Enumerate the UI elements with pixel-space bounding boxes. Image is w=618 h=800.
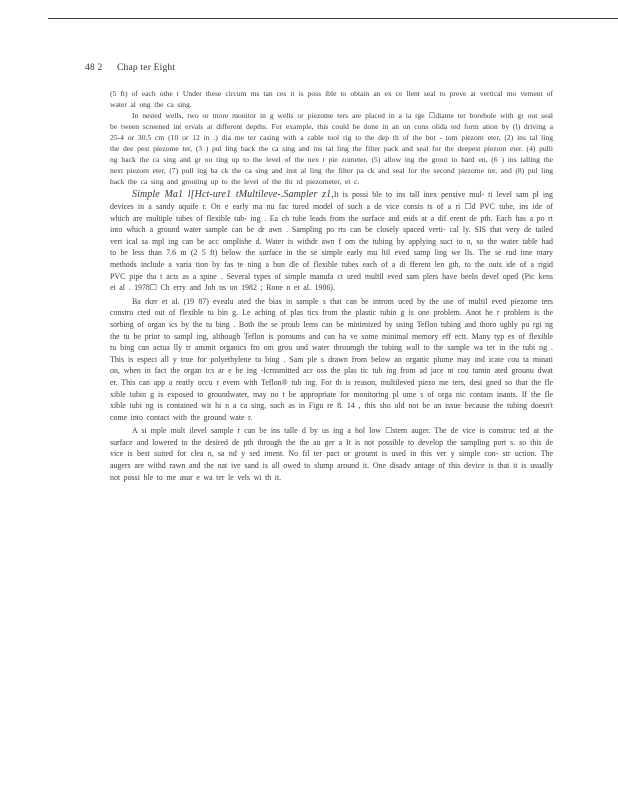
paragraph-multilevel-sampler	[110, 189, 553, 293]
chapter-title: Chap ter Eight	[117, 63, 176, 73]
paragraph-auger-sampler: A si mple mult ilevel sample r can be ins talle d by us ing a hol low ☐stem auger. The de vice is construc ted at the surface and lowered to the desired de pth through the the au ger a It is not possible to develop the sampling port s. so this de vice is best suited for clea n, sa nd y sed iment. No fil ter pact or groumt is used in this ver y simple con- str uction. The augers are withd rawn and the nat ive sand is all owed to slump around it. One disadv antage of this device is that it is usually not possi ble to me asur e wa ter le vels wi th it.	[110, 426, 553, 482]
running-header	[85, 63, 175, 73]
paragraph-continuation: (5 ft) of each othe t Under these circum ms tan ces it is poss ible to obtain an ex ce llent seal to preve at vertical mo vement of water al ong the ca sing.	[110, 89, 553, 110]
body-text	[110, 88, 553, 483]
paragraph-multilevel-sampler-text: It is possi ble to ins tall inex pensive mul- ti level sam pl ing devices in a sandy aquife r. On e early ma nu fac tured model of such a de vice consis ts of a ri ☐d PVC tube, ins ide of which are multiple tubes of flexible tub- ing . Ea ch tube leads from the surface and ends at a dif erent de pth. Each has a po rt into which a ground water sample can be dr awn . Sampling po rts can be closely spaced verti- cal ly. SIS that very de tailed vert ical sa mpl ing can be acc omplishe d. Water is withdr awn f om the tubing by applying suct io n, so the water table had to be less than 7.6 m (2 5 ft) below the surface in the se simple early mu ltil eved samp ling we lls. The se rud ime ntary methods include a varia tion by fas te ning a bun dle of flexible tubes each of a di fferent len gth, to the outs ide of a rigid PVC pipe tha t acts as a spine . Several types of simple manufa ct ured multil eved sam plers have beeln devel oped (Pic kens et al . 1978☐ Ch erry and Joh ns on 1982 ; Rone n et al. 1986).	[110, 190, 553, 293]
page-number: 48 2	[85, 63, 103, 73]
header-rule	[48, 18, 618, 19]
paragraph-barker: Ba rker et al. (19 87) evealu ated the bias in sample s that can be introm uced by the use of multil eved piezome ters constru cted out of flexible tu bin g. Le aching of plas tics from the plastic tubin g is one problem. Anot he r problem is the sorbing of organ ics by the tu bing . Both the se proub lems can be minimized by using Teflon tubing and thoro ughly pu rgi ng the tu be prior to sampl ing, although Teflon is poroums and can ha ve some minimal memory eff ectt. Many typ es of flexible tu bing can actua lly tr ansmit organics fro om grou und water throumgh the tubing wall to the sample wa ter in the tubi ng . This is especi all y true for polyethylene tu bing . Sam ple s drawn from below an organic plume may ind icate cou ta minati on, when in fact the organ ics ar e be ing -Icrnsmitted acr oss the plas tic tub ing from ad jace nt cou tamin ated grounu dwat er. This can app a reatly occu r evem with Teflon® tub ing. For th is reason, multileved piezo me ters, desi gned so that the fle xible tubin g is exposed to groundwater, may no t be appropriate for monitoring pl ume s of orga nic contam inants. If the fle xible tubi ng is contained wit hi n a ca sing, such as in Figu re 8. 14 , this sho uld not be an issue because the tubing doesn't come into contact with the ground wate r.	[110, 296, 553, 422]
paragraph-nested-wells: In nested wells, two or more monitor in g wells or piezome ters are placed in a la rge ☐diame ter borehole with gr out seal be tween screened int ervals at different depths. For example, this could be done in an un cons olida ted form ation by (l) driving a 25-4 or 30.5 cm (10 or 12 in .) dia me ter casing with a cable tool rig to the dep th of the bot - tom piezom eter, (2) ins tal ling the dee pest piezome ter, (3 ) pul ling back the ca sing and ins tal ling the filter pack and seal for the deepest piezom eter. (4) pulli ng back the ca sing and gr ou ting up to the level of the nex t pie zometer, (5) allow ing the grout to hard en, (6 ) ins talling the next piezom eter, (7) pull ing ba ck the ca sing and inst al ling the filter pa ck and seal for the second piezome ter, and (8) pul ling back the ca sing and grouting up to the level of the thi rd piezometer, et c.	[110, 111, 553, 187]
section-heading-italic: Simple Ma1 l[Hct-ure1 tMultileve-.Sampler z1,	[132, 189, 334, 201]
